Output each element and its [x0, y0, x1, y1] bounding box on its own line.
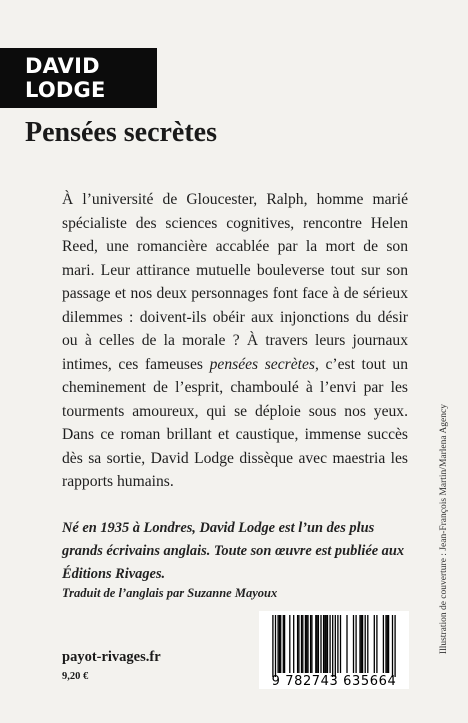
barcode-bar — [305, 615, 306, 673]
barcode-bar — [327, 615, 328, 673]
barcode-bar — [316, 615, 317, 673]
barcode-bar — [275, 615, 276, 677]
cover-illustration-credit: Illustration de couverture : Jean-François Martin/Marlena Agency — [439, 404, 449, 655]
barcode-bar — [307, 615, 308, 673]
barcode-bar — [289, 615, 290, 673]
author-name-block — [0, 48, 157, 108]
barcode-bar — [280, 615, 281, 673]
barcode-bar — [324, 615, 325, 673]
barcode-bar — [385, 615, 386, 673]
author-bio: Né en 1935 à Londres, David Lodge est l’un des plus grands écrivains anglais. Toute son œuvre est publiée aux Éditions Rivages. — [62, 520, 405, 582]
barcode-bar — [298, 615, 299, 673]
barcode-bar — [284, 615, 285, 673]
barcode-bar — [301, 615, 302, 673]
barcode-bar — [367, 615, 368, 673]
barcode-bar — [335, 615, 336, 677]
barcode-bar — [311, 615, 312, 673]
isbn-barcode — [259, 611, 409, 689]
synopsis-paragraph — [62, 188, 408, 494]
barcode-bar — [388, 615, 389, 673]
barcode-bar — [272, 615, 273, 677]
barcode-bar — [315, 615, 316, 673]
barcode-bar — [310, 615, 311, 673]
barcode-bar — [392, 615, 393, 677]
barcode-bar — [279, 615, 280, 673]
barcode-bar — [293, 615, 294, 673]
author-first-name: DAVID — [25, 54, 100, 78]
barcode-bar — [340, 615, 341, 673]
barcode-bar — [376, 615, 377, 673]
barcode-bar — [337, 615, 338, 673]
barcode-bar — [359, 615, 360, 673]
book-title: Pensées secrètes — [25, 117, 218, 148]
barcode-bar — [365, 615, 366, 673]
barcode-bar — [362, 615, 363, 673]
barcode-bar — [326, 615, 327, 673]
barcode-bar — [374, 615, 375, 673]
barcode-bar — [320, 615, 321, 673]
barcode-bar — [346, 615, 347, 673]
synopsis-italic-phrase: pensées secrètes — [209, 355, 315, 373]
barcode-bar — [394, 615, 395, 677]
barcode-bar — [277, 615, 278, 673]
author-last-name: LODGE — [25, 78, 106, 102]
synopsis-text-start: À l’université de Gloucester, Ralph, homme marié spécialiste des sciences cognitives, rencontre Helen Reed, une romancière accablée par la mort de son mari. Leur attirance mutuelle bouleverse tout sur son passage et nos deux personnages font face à de sérieux dilemmes : doivent-ils obéir aux injonctions du désir ou à celles de la morale ? À travers leurs journaux intimes, ces fameuses — [62, 191, 408, 373]
price-label: 9,20 € — [62, 671, 89, 682]
barcode-bar — [306, 615, 307, 673]
barcode-bar — [361, 615, 362, 673]
synopsis-text-end: , c’est tout un cheminement de l’esprit, chamboulé à l’envi par les tourments amoureux, qui se déploie sous nos yeux. Dans ce roman brillant et caustique, immense succès dès sa sortie, David Lodge dissèque avec maestria les rapports humains. — [62, 355, 408, 490]
barcode-bar — [332, 615, 333, 677]
barcode-digits: 9 782743 635664 — [271, 674, 397, 689]
barcode-bar — [353, 615, 354, 673]
barcode-bar — [297, 615, 298, 673]
barcode-bar — [383, 615, 384, 673]
barcode-bar — [387, 615, 388, 673]
barcode-bar — [329, 615, 330, 673]
barcode-bar — [355, 615, 356, 673]
barcode-bar — [323, 615, 324, 673]
barcode-bar — [283, 615, 284, 673]
barcode-bar — [318, 615, 319, 673]
barcode-bar — [302, 615, 303, 673]
publisher-website[interactable]: payot-rivages.fr — [62, 649, 161, 665]
translator-credit: Traduit de l’anglais par Suzanne Mayoux — [62, 586, 278, 600]
